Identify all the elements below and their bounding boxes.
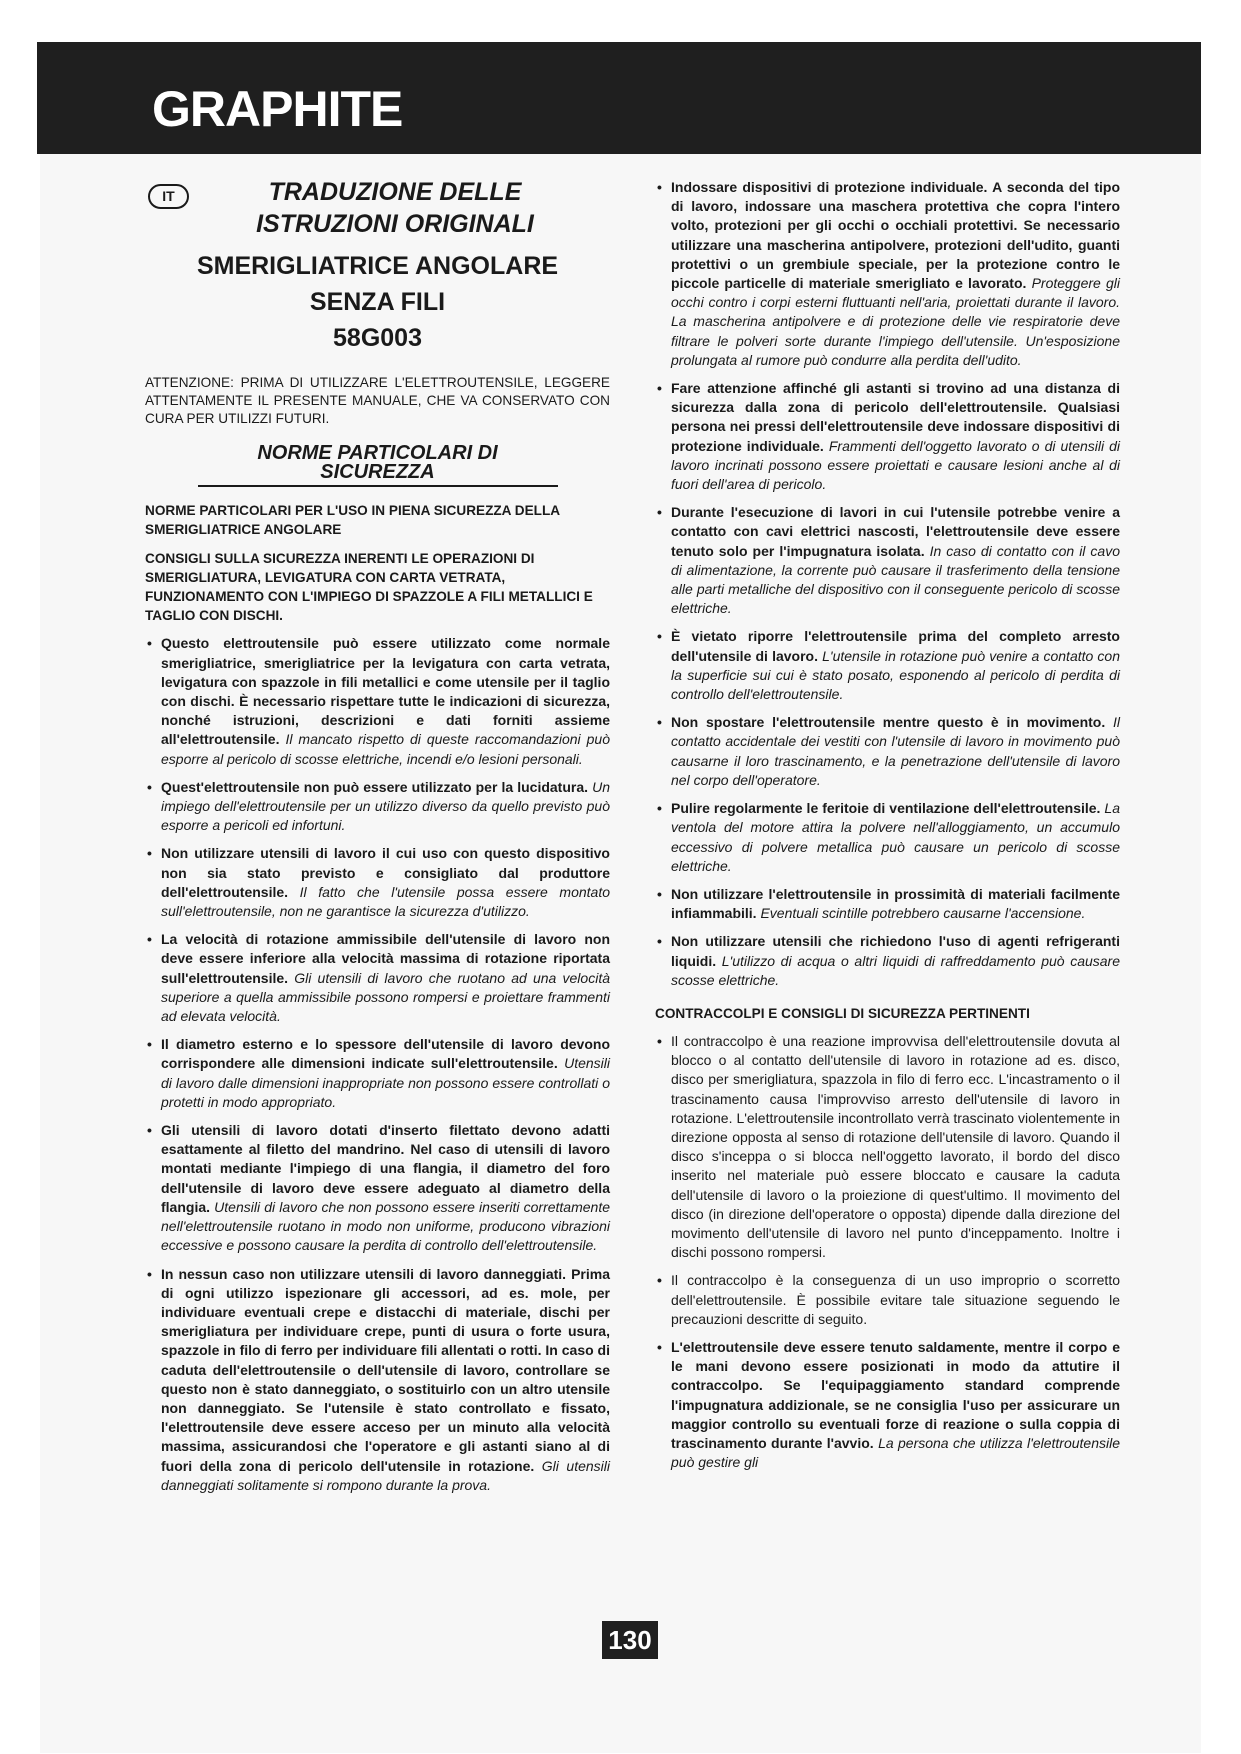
section-title: NORME PARTICOLARI DI SICUREZZA	[198, 444, 558, 487]
svg-text:GRAPHITE: GRAPHITE	[152, 82, 403, 132]
list-item: • Durante l'esecuzione di lavori in cui l'utensile potrebbe venire a contatto con cavi elettrici nascosti, l'elettroutensile deve essere tenuto solo per l'impugnatura isolata. In caso di contatto con il cavo di alimentazione, la corrente può causare il trasferimento della tensione alle parti metalliche del dispositivo con il conseguente pericolo di scosse elettriche.	[655, 503, 1120, 618]
graphite-logo	[152, 82, 437, 132]
right-column	[655, 178, 1120, 1472]
product-line-1: SMERIGLIATRICE ANGOLARE	[196, 252, 559, 280]
list-item: • Non utilizzare l'elettroutensile in prossimità di materiali facilmente infiammabili. Eventuali scintille potrebbero causarne l'accensione.	[655, 885, 1120, 923]
list-item: • È vietato riporre l'elettroutensile prima del completo arresto dell'utensile di lavoro. L'utensile in rotazione può venire a contatto con la superficie sui cui è stato posato, esponendo al pericolo di perdita di controllo dell'elettroutensile.	[655, 627, 1120, 704]
right-safety-list	[655, 178, 1120, 990]
left-column	[145, 176, 610, 1495]
list-item: • Il contraccolpo è la conseguenza di un uso improprio o scorretto dell'elettroutensile. È possibile evitare tale situazione seguendo le precauzioni descritte di seguito.	[655, 1271, 1120, 1329]
title-line-1: TRADUZIONE DELLE	[268, 178, 522, 206]
model-number: 58G003	[333, 324, 422, 352]
list-item: • Pulire regolarmente le feritoie di ventilazione dell'elettroutensile. La ventola del motore attira la polvere nell'alloggiamento, un accumulo eccessivo di polvere metallica può causare un pericolo di scosse elettriche.	[655, 799, 1120, 876]
list-item: • La velocità di rotazione ammissibile dell'utensile di lavoro non deve essere inferiore alla velocità massima di rotazione riportata sull'elettroutensile. Gli utensili di lavoro che ruotano ad una velocità superiore a quella ammissibile possono rompersi e proiettare frammenti ad elevata velocità.	[145, 930, 610, 1026]
product-line-2: SENZA FILI	[309, 288, 446, 316]
list-item: • Il diametro esterno e lo spessore dell'utensile di lavoro devono corrispondere alle dimensioni indicate sull'elettroutensile. Utensili di lavoro dalle dimensioni inappropriate non possono essere controllati o protetti in modo appropriato.	[145, 1035, 610, 1112]
title-block	[145, 176, 610, 354]
list-item: • Gli utensili di lavoro dotati d'inserto filettato devono adatti esattamente al filetto del mandrino. Nel caso di utensili di lavoro montati mediante l'impiego di una flangia, il diametro del foro dell'utensile di lavoro deve essere adeguato al diametro della flangia. Utensili di lavoro che non possono essere inseriti correttamente nell'elettroutensile ruotano in modo non uniforme, producono vibrazioni eccessive e possono causare la perdita di controllo dell'elettroutensile.	[145, 1121, 610, 1255]
left-safety-list	[145, 634, 610, 1495]
heading-grinding: CONSIGLI SULLA SICUREZZA INERENTI LE OPERAZIONI DI SMERIGLIATURA, LEVIGATURA CON CARTA VETRATA, FUNZIONAMENTO CON L'IMPIEGO DI SPAZZOLE A FILI METALLICI E TAGLIO CON DISCHI.	[145, 551, 593, 624]
title-line-2: ISTRUZIONI ORIGINALI	[256, 210, 534, 238]
list-item: • In nessun caso non utilizzare utensili di lavoro danneggiati. Prima di ogni utilizzo ispezionare gli accessori, ad es. mole, per individuare eventuali crepe e distacchi di materiale, dischi per smerigliatura per individuare crepe, punti di usura o forte usura, spazzole in filo di ferro per individuare fili allentati o rotti. In caso di caduta dell'elettroutensile o dell'utensile di lavoro, controllare se questo non è stato danneggiato, o sostituirlo con un altro utensile non danneggiato. Se l'utensile è stato controllato e fissato, l'elettroutensile deve essere acceso per un minuto alla velocità massima, assicurandosi che l'operatore e gli astanti siano al di fuori della zona di pericolo dell'utensile in rotazione. Gli utensili danneggiati solitamente si rompono durante la prova.	[145, 1265, 610, 1495]
list-item: • Fare attenzione affinché gli astanti si trovino ad una distanza di sicurezza dalla zona di pericolo dell'elettroutensile. Qualsiasi persona nei pressi dell'elettroutensile deve indossare dispositivi di protezione individuale. Frammenti dell'oggetto lavorato o di utensili di lavoro incrinati possono essere proiettati e causare lesioni anche al di fuori dell'area di pericolo.	[655, 379, 1120, 494]
warning-text: ATTENZIONE: PRIMA DI UTILIZZARE L'ELETTROUTENSILE, LEGGERE ATTENTAMENTE IL PRESENTE MANUALE, CHE VA CONSERVATO CON CURA PER UTILIZZI FUTURI.	[145, 375, 610, 426]
list-item: • Questo elettroutensile può essere utilizzato come normale smerigliatrice, smerigliatrice per la levigatura con carta vetrata, levigatura con spazzole in fili metallici e come utensile per il taglio con dischi. È necessario rispettare tutte le indicazioni di sicurezza, nonché istruzioni, descrizioni e dati forniti assieme all'elettroutensile. Il mancato rispetto di queste raccomandazioni può esporre al pericolo di scosse elettriche, incendi e/o lesioni personali.	[145, 634, 610, 768]
language-badge: IT	[148, 184, 189, 209]
list-item: • Indossare dispositivi di protezione individuale. A seconda del tipo di lavoro, indossare una maschera protettiva che copra l'intero volto, protezioni per gli occhi o occhiali protettivi. Se necessario utilizzare una mascherina antipolvere, protezioni dell'udito, guanti protettivi o un grembiule speciale, per la protezione contro le piccole particelle di materiale smerigliato e lavorato. Proteggere gli occhi contro i corpi esterni fluttuanti nell'aria, proiettati durante il lavoro. La mascherina antipolvere e di protezione delle vie respiratorie deve filtrare le polveri sorte durante l'impiego dell'utensile. Un'esposizione prolungata al rumore può condurre alla perdita dell'udito.	[655, 178, 1120, 370]
list-item: • Non utilizzare utensili di lavoro il cui uso con questo dispositivo non sia stato previsto e consigliato dal produttore dell'elettroutensile. Il fatto che l'utensile possa essere montato sull'elettroutensile, non ne garantisce la sicurezza d'utilizzo.	[145, 844, 610, 921]
list-item: • Non spostare l'elettroutensile mentre questo è in movimento. Il contatto accidentale dei vestiti con l'utensile di lavoro in movimento può causarne il loro trascinamento, e la penetrazione dell'utensile di lavoro nel corpo dell'operatore.	[655, 713, 1120, 790]
list-item: • Quest'elettroutensile non può essere utilizzato per la lucidatura. Un impiego dell'elettroutensile per un utilizzo diverso da quello previsto può esporre a pericoli ed infortuni.	[145, 778, 610, 836]
list-item: • Non utilizzare utensili che richiedono l'uso di agenti refrigeranti liquidi. L'utilizzo di acqua o altri liquidi di raffreddamento può causare scosse elettriche.	[655, 932, 1120, 990]
page-number: 130	[602, 1621, 658, 1659]
kickback-list	[655, 1032, 1120, 1472]
list-item: • Il contraccolpo è una reazione improvvisa dell'elettroutensile dovuta al blocco o al contatto dell'utensile di lavoro in rotazione ad es. disco, disco per smerigliatura, spazzola in filo di ferro ecc. L'incastramento o il trascinamento causa l'improvviso arresto dell'utensile di lavoro in rotazione. L'elettroutensile incontrollato verrà trascinato violentemente in direzione opposta al senso di rotazione dell'utensile di lavoro. Quando il disco s'inceppa o si blocca nell'oggetto lavorato, il bordo del disco inserito nel materiale può essere bloccato e causare la caduta dell'utensile di lavoro o la proiezione di quest'ultimo. Il movimento del disco (in direzione dell'operatore o opposta) dipende dalla direzione del movimento dell'utensile di lavoro nel punto d'inceppamento. Inoltre i dischi possono rompersi.	[655, 1032, 1120, 1262]
heading-kickback: CONTRACCOLPI E CONSIGLI DI SICUREZZA PERTINENTI	[655, 1005, 1030, 1021]
heading-usage: NORME PARTICOLARI PER L'USO IN PIENA SICUREZZA DELLA SMERIGLIATRICE ANGOLARE	[145, 503, 560, 538]
list-item: • L'elettroutensile deve essere tenuto saldamente, mentre il corpo e le mani devono essere posizionati in modo da attutire il contraccolpo. Se l'equipaggiamento standard comprende l'impugnatura addizionale, se ne consiglia l'uso per assicurare un maggior controllo su eventuali forze di reazione o sulla coppia di trascinamento durante l'avvio. La persona che utilizza l'elettroutensile può gestire gli	[655, 1338, 1120, 1472]
